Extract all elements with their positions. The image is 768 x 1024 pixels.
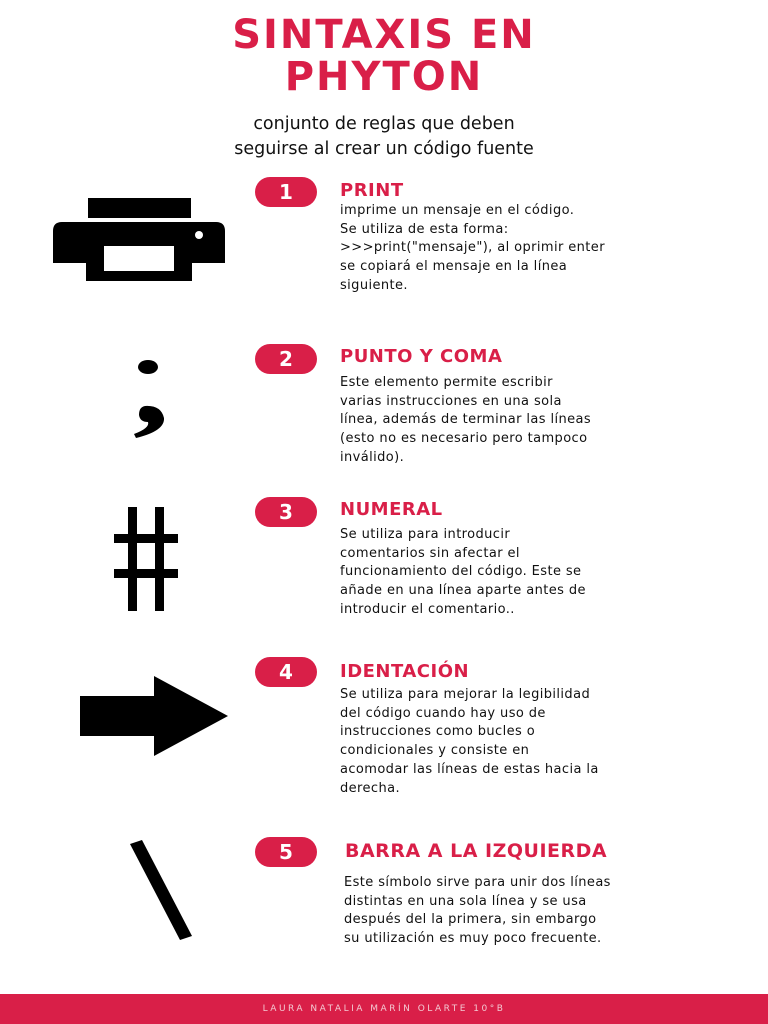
desc-line: Se utiliza de esta forma: (340, 221, 509, 237)
desc-line: línea, además de terminar las líneas (340, 412, 592, 428)
desc-line: derecha. (340, 780, 400, 796)
desc-line: condicionales y consiste en (340, 743, 530, 759)
item-number-badge-3: 3 (255, 497, 317, 527)
arrow-right-icon (78, 676, 228, 756)
desc-line: Este símbolo sirve para unir dos líneas (344, 875, 611, 890)
desc-line: su utilización es muy poco frecuente. (344, 931, 602, 947)
desc-line: instrucciones como bucles o (340, 724, 536, 740)
backslash-icon (128, 840, 196, 942)
item-heading-numeral: NUMERAL (340, 499, 443, 520)
title-line-2: PHYTON (284, 54, 484, 100)
item-number-badge-2: 2 (255, 344, 317, 374)
desc-line: >>>print("mensaje"), al oprimir enter (340, 240, 605, 256)
desc-line: del código cuando hay uso de (340, 705, 546, 721)
item-number-badge-4: 4 (255, 657, 317, 687)
desc-line: comentarios sin afectar el (340, 545, 520, 561)
desc-line: introducir el comentario.. (340, 601, 515, 617)
footer-author: LAURA NATALIA MARÍN OLARTE 10°B (262, 1004, 506, 1014)
desc-line: añade en una línea aparte antes de (340, 583, 586, 599)
item-heading-identacion: IDENTACIÓN (340, 661, 470, 682)
item-heading-print: PRINT (340, 180, 404, 201)
footer-bar (0, 994, 768, 1024)
title-line-1: SINTAXIS EN (232, 12, 536, 58)
desc-line: varias instrucciones en una sola (340, 393, 562, 409)
desc-line: inválido). (340, 449, 405, 465)
desc-line: acomodar las líneas de estas hacia la (340, 761, 599, 777)
item-description-numeral (340, 526, 586, 620)
desc-line: distintas en una sola línea y se usa (344, 893, 587, 909)
item-description-identacion (340, 686, 599, 798)
item-heading-punto-y-coma: PUNTO Y COMA (340, 346, 503, 367)
desc-line: imprime un mensaje en el código. (340, 203, 575, 218)
subtitle-line-2: seguirse al crear un código fuente (234, 139, 534, 159)
item-heading-barra-izquierda: BARRA A LA IZQUIERDA (345, 840, 608, 862)
item-number-badge-5: 5 (255, 837, 317, 867)
item-description-punto-y-coma (340, 374, 591, 468)
desc-line: Este elemento permite escribir (340, 375, 553, 390)
subtitle-line-1: conjunto de reglas que deben (253, 114, 515, 134)
desc-line: siguiente. (340, 277, 408, 293)
item-description-print (340, 202, 605, 296)
item-number-badge-1: 1 (255, 177, 317, 207)
hash-icon (112, 507, 180, 611)
printer-icon (52, 197, 226, 283)
desc-line: después del la primera, sin embargo (344, 912, 597, 928)
semicolon-icon (128, 356, 168, 440)
desc-line: funcionamiento del código. Este se (340, 564, 582, 580)
desc-line: Se utiliza para introducir (340, 527, 511, 542)
desc-line: (esto no es necesario pero tampoco (340, 431, 588, 447)
page-title (0, 14, 768, 98)
desc-line: se copiará el mensaje en la línea (340, 259, 568, 275)
desc-line: Se utiliza para mejorar la legibilidad (340, 687, 591, 702)
item-description-barra-izquierda (344, 874, 611, 949)
page-subtitle (0, 112, 768, 162)
